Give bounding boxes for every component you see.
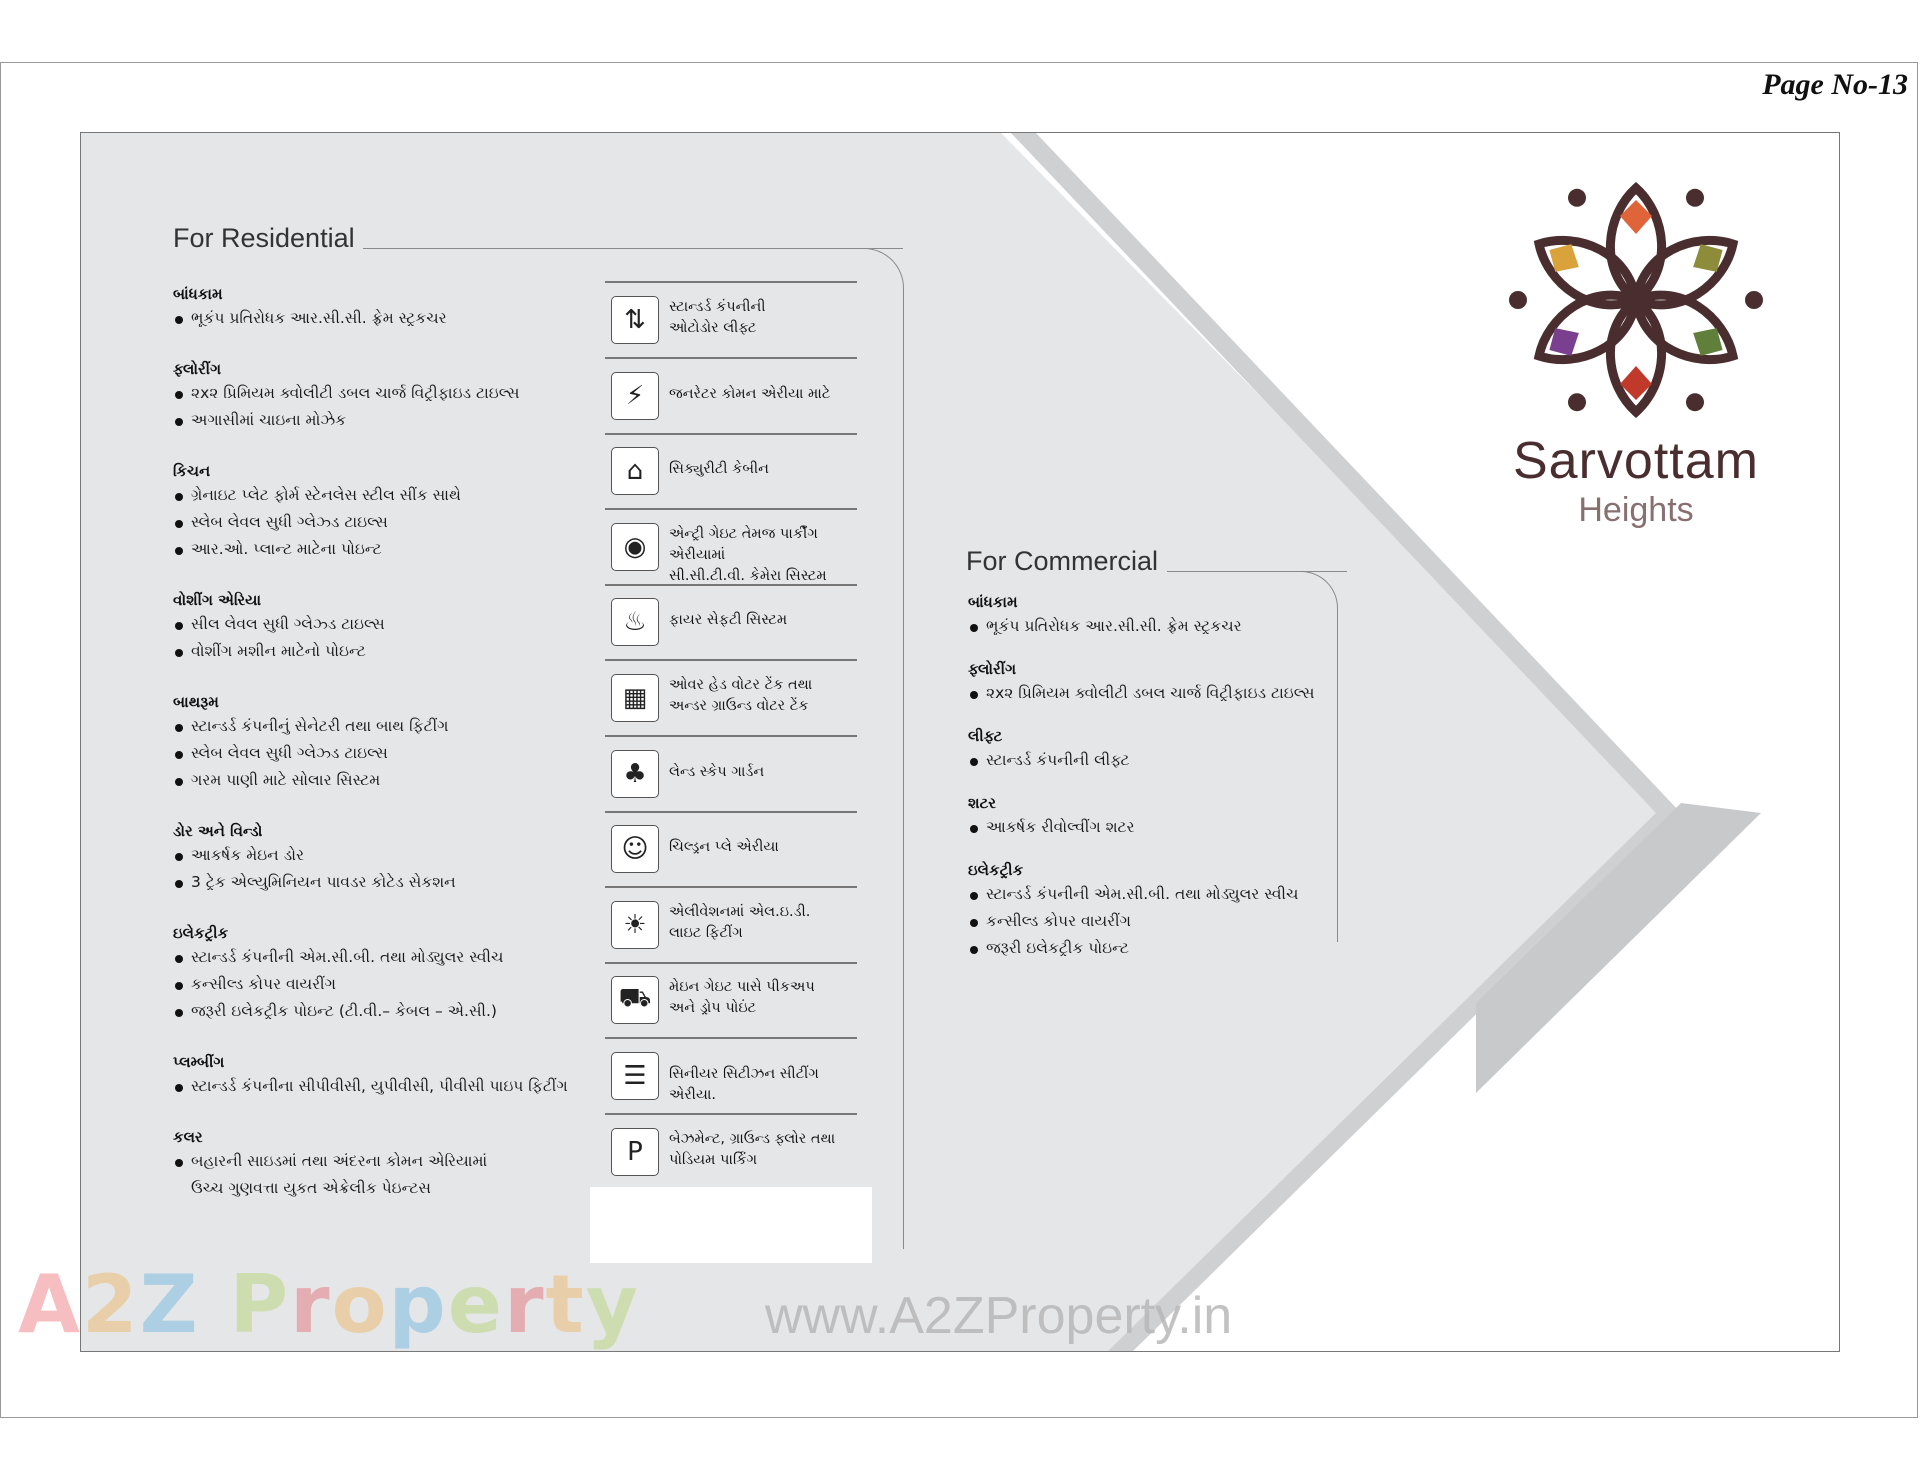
amenity-label: જનરેટર કોમન એરીયા માટે (669, 385, 831, 402)
amenity-item (605, 661, 857, 737)
category-heading: ફ્લોરીંગ (968, 660, 1017, 678)
residential-category (173, 589, 603, 665)
spec-item: કન્સીલ્ડ કોપર વાયરીંગ (173, 971, 603, 998)
logo-dot (1568, 189, 1586, 207)
cctv-camera-icon: ◉ (611, 523, 659, 571)
residential-title: For Residential (173, 223, 355, 253)
residential-spec-list (173, 283, 603, 1228)
residential-category (173, 922, 603, 1025)
fire-extinguisher-icon: ♨ (611, 598, 659, 646)
elevator-icon: ⇅ (611, 296, 659, 344)
spec-item: સ્ટાન્ડર્ડ કંપનીની એમ.સી.બી. તથા મોડ્યુલર સ્વીચ (173, 944, 603, 971)
residential-category (173, 1126, 603, 1202)
category-heading: બાથરૂમ (173, 693, 219, 711)
category-heading: બાંધકામ (968, 593, 1018, 611)
watermark-url: www.A2ZProperty.in (765, 1287, 1233, 1345)
spec-item: 3 ટ્રેક એલ્યુમિનિયન પાવડર કોટેડ સેકશન (173, 869, 603, 896)
page-number: Page No-13 (1762, 68, 1908, 101)
category-heading: શટર (968, 794, 997, 812)
water-tank-icon: ▦ (611, 674, 659, 722)
blank-box (590, 1187, 872, 1263)
commercial-category (968, 658, 1328, 707)
led-light-icon: ☀ (611, 901, 659, 949)
category-heading: ડોર અને વિન્ડો (173, 822, 263, 840)
amenity-item (605, 1115, 857, 1191)
generator-icon: ⚡ (611, 372, 659, 420)
category-heading: વોશીંગ એરિયા (173, 591, 262, 609)
commercial-category (968, 859, 1328, 962)
sarvottam-logo (1476, 175, 1796, 595)
amenity-item (605, 812, 857, 888)
brand-subtitle: Heights (1578, 491, 1694, 529)
spec-item: સ્લેબ લેવલ સુધી ગ્લેઝ્ડ ટાઇલ્સ (173, 740, 603, 767)
amenity-label: લેન્ડ સ્કેપ ગાર્ડન (669, 763, 765, 780)
category-heading: ઇલેકટ્રીક (968, 861, 1024, 879)
spec-item: કન્સીલ્ડ કોપર વાયરીંગ (968, 908, 1328, 935)
logo-dot (1686, 393, 1704, 411)
amenity-label: ફાયર સેફટી સિસ્ટમ (669, 612, 788, 629)
category-heading: ઇલેકટ્રીક (173, 924, 229, 942)
amenity-item (605, 1039, 857, 1115)
amenity-item (605, 963, 857, 1039)
spec-item: બહારની સાઇડમાં તથા અંદરના કોમન એરિયામાં ઉચ્ચ ગુણવત્તા યુકત એક્રેલીક પેઇન્ટસ (173, 1148, 603, 1202)
spec-item: જરૂરી ઇલેકટ્રીક પોઇન્ટ (968, 935, 1328, 962)
spec-item: અગાસીમાં ચાઇના મોઝેક (173, 407, 603, 434)
amenity-label: ચિલ્ડ્રન પ્લે એરીયા (669, 839, 779, 856)
spec-item: સ્ટાન્ડર્ડ કંપનીના સીપીવીસી, યુપીવીસી, પીવીસી પાઇપ ફિટીંગ (173, 1073, 603, 1100)
residential-divider (861, 248, 904, 1249)
residential-category (173, 460, 603, 563)
spec-item: સ્ટાન્ડર્ડ કંપનીની લીફ્ટ (968, 747, 1328, 774)
amenity-label: બેઝમેન્ટ, ગ્રાઉન્ડ ફ્લોર તથા પોડિયમ પાર્કિંગ (669, 1130, 836, 1168)
amenity-item (605, 434, 857, 510)
residential-category (173, 1051, 603, 1100)
spec-item: જરૂરી ઇલેકટ્રીક પોઇન્ટ (ટી.વી.– કેબલ – એ.સી.) (173, 998, 603, 1025)
lotus-emblem-icon (1476, 175, 1796, 425)
residential-category (173, 358, 603, 434)
bench-icon: ☰ (611, 1052, 659, 1100)
amenity-label: એલીવેશનમાં એલ.ઇ.ડી. લાઇટ ફિટીંગ (669, 903, 811, 941)
spec-item: સ્ટાન્ડર્ડ કંપનીની એમ.સી.બી. તથા મોડ્યુલર સ્વીચ (968, 881, 1328, 908)
security-cabin-icon: ⌂ (611, 447, 659, 495)
logo-dot (1509, 291, 1527, 309)
logo-dot (1686, 189, 1704, 207)
category-heading: બાંધકામ (173, 285, 223, 303)
category-heading: કલર (173, 1128, 203, 1146)
category-heading: ફ્લોરીંગ (173, 360, 222, 378)
amenity-label: ઓવર હેડ વોટર ટેંક તથા અન્ડર ગ્રાઉન્ડ વોટર ટેંક (669, 677, 813, 714)
commercial-category (968, 792, 1328, 841)
watermark-logo: A2Z Property (18, 1258, 640, 1351)
spec-item: સ્લેબ લેવલ સુધી ગ્લેઝ્ડ ટાઇલ્સ (173, 509, 603, 536)
commercial-category (968, 591, 1328, 640)
commercial-title: For Commercial (966, 546, 1159, 576)
amenity-item (605, 359, 857, 435)
spec-item: ગ્રેનાઇટ પ્લેટ ફોર્મ સ્ટેનલેસ સ્ટીલ સીંક સાથે (173, 482, 603, 509)
residential-title-rule (363, 248, 903, 249)
amenity-label: મેઇન ગેઇટ પાસે પીકઅપ અને ડ્રોપ પોઇંટ (669, 979, 815, 1017)
spec-item: ૨x૨ પ્રિમિયમ ક્વોલીટી ડબલ ચાર્જ વિટ્રીફાઇડ ટાઇલ્સ (968, 680, 1328, 707)
amenity-item (605, 510, 857, 586)
landscape-garden-icon: ♣ (611, 750, 659, 798)
brochure-panel (80, 132, 1840, 1352)
commercial-title-rule (1167, 571, 1347, 572)
spec-item: ૨x૨ પ્રિમિયમ ક્વોલીટી ડબલ ચાર્જ વિટ્રીફાઇડ ટાઇલ્સ (173, 380, 603, 407)
category-heading: કિચન (173, 462, 211, 480)
spec-item: આકર્ષક મેઇન ડોર (173, 842, 603, 869)
amenity-label: સિનીયર સિટીઝન સીટીંગ એરીયા. (669, 1066, 819, 1103)
amenity-item (605, 283, 857, 359)
spec-item: સીલ લેવલ સુધી ગ્લેઝ્ડ ટાઇલ્સ (173, 611, 603, 638)
residential-category (173, 820, 603, 896)
pickup-drop-icon: ⛟ (611, 976, 659, 1024)
amenity-item (605, 737, 857, 813)
amenity-item (605, 888, 857, 964)
residential-category (173, 283, 603, 332)
amenity-label: સિક્યુરીટી કેબીન (669, 461, 769, 478)
spec-item: ભૂકંપ પ્રતિરોધક આર.સી.સી. ફ્રેમ સ્ટ્રકચર (173, 305, 603, 332)
spec-item: ભૂકંપ પ્રતિરોધક આર.સી.સી. ફ્રેમ સ્ટ્રકચર (968, 613, 1328, 640)
spec-item: વોશીંગ મશીન માટેનો પોઇન્ટ (173, 638, 603, 665)
spec-item: સ્ટાન્ડર્ડ કંપનીનું સેનેટરી તથા બાથ ફિટીંગ (173, 713, 603, 740)
children-play-area-icon: ☺ (611, 825, 659, 873)
amenity-label: સ્ટાન્ડર્ડ કંપનીની ઓટોડોર લીફ્ટ (669, 299, 766, 336)
commercial-category (968, 725, 1328, 774)
spec-item: આર.ઓ. પ્લાન્ટ માટેના પોઇન્ટ (173, 536, 603, 563)
brand-name: Sarvottam (1513, 432, 1759, 490)
parking-icon: P (611, 1128, 659, 1176)
commercial-spec-list (968, 591, 1328, 980)
category-heading: પ્લમ્બીંગ (173, 1053, 225, 1071)
logo-dot (1568, 393, 1586, 411)
spec-item: ગરમ પાણી માટે સોલાર સિસ્ટમ (173, 767, 603, 794)
amenity-label: એન્ટ્રી ગેઇટ તેમજ પાર્કીંગ એરીયામાં સી.સી.ટી.વી. કેમેરા સિસ્ટમ (669, 525, 827, 584)
spec-item: આકર્ષક રીવોલ્વીંગ શટર (968, 814, 1328, 841)
logo-dot (1745, 291, 1763, 309)
residential-category (173, 691, 603, 794)
category-heading: લીફ્ટ (968, 727, 1003, 745)
amenity-item (605, 585, 857, 661)
